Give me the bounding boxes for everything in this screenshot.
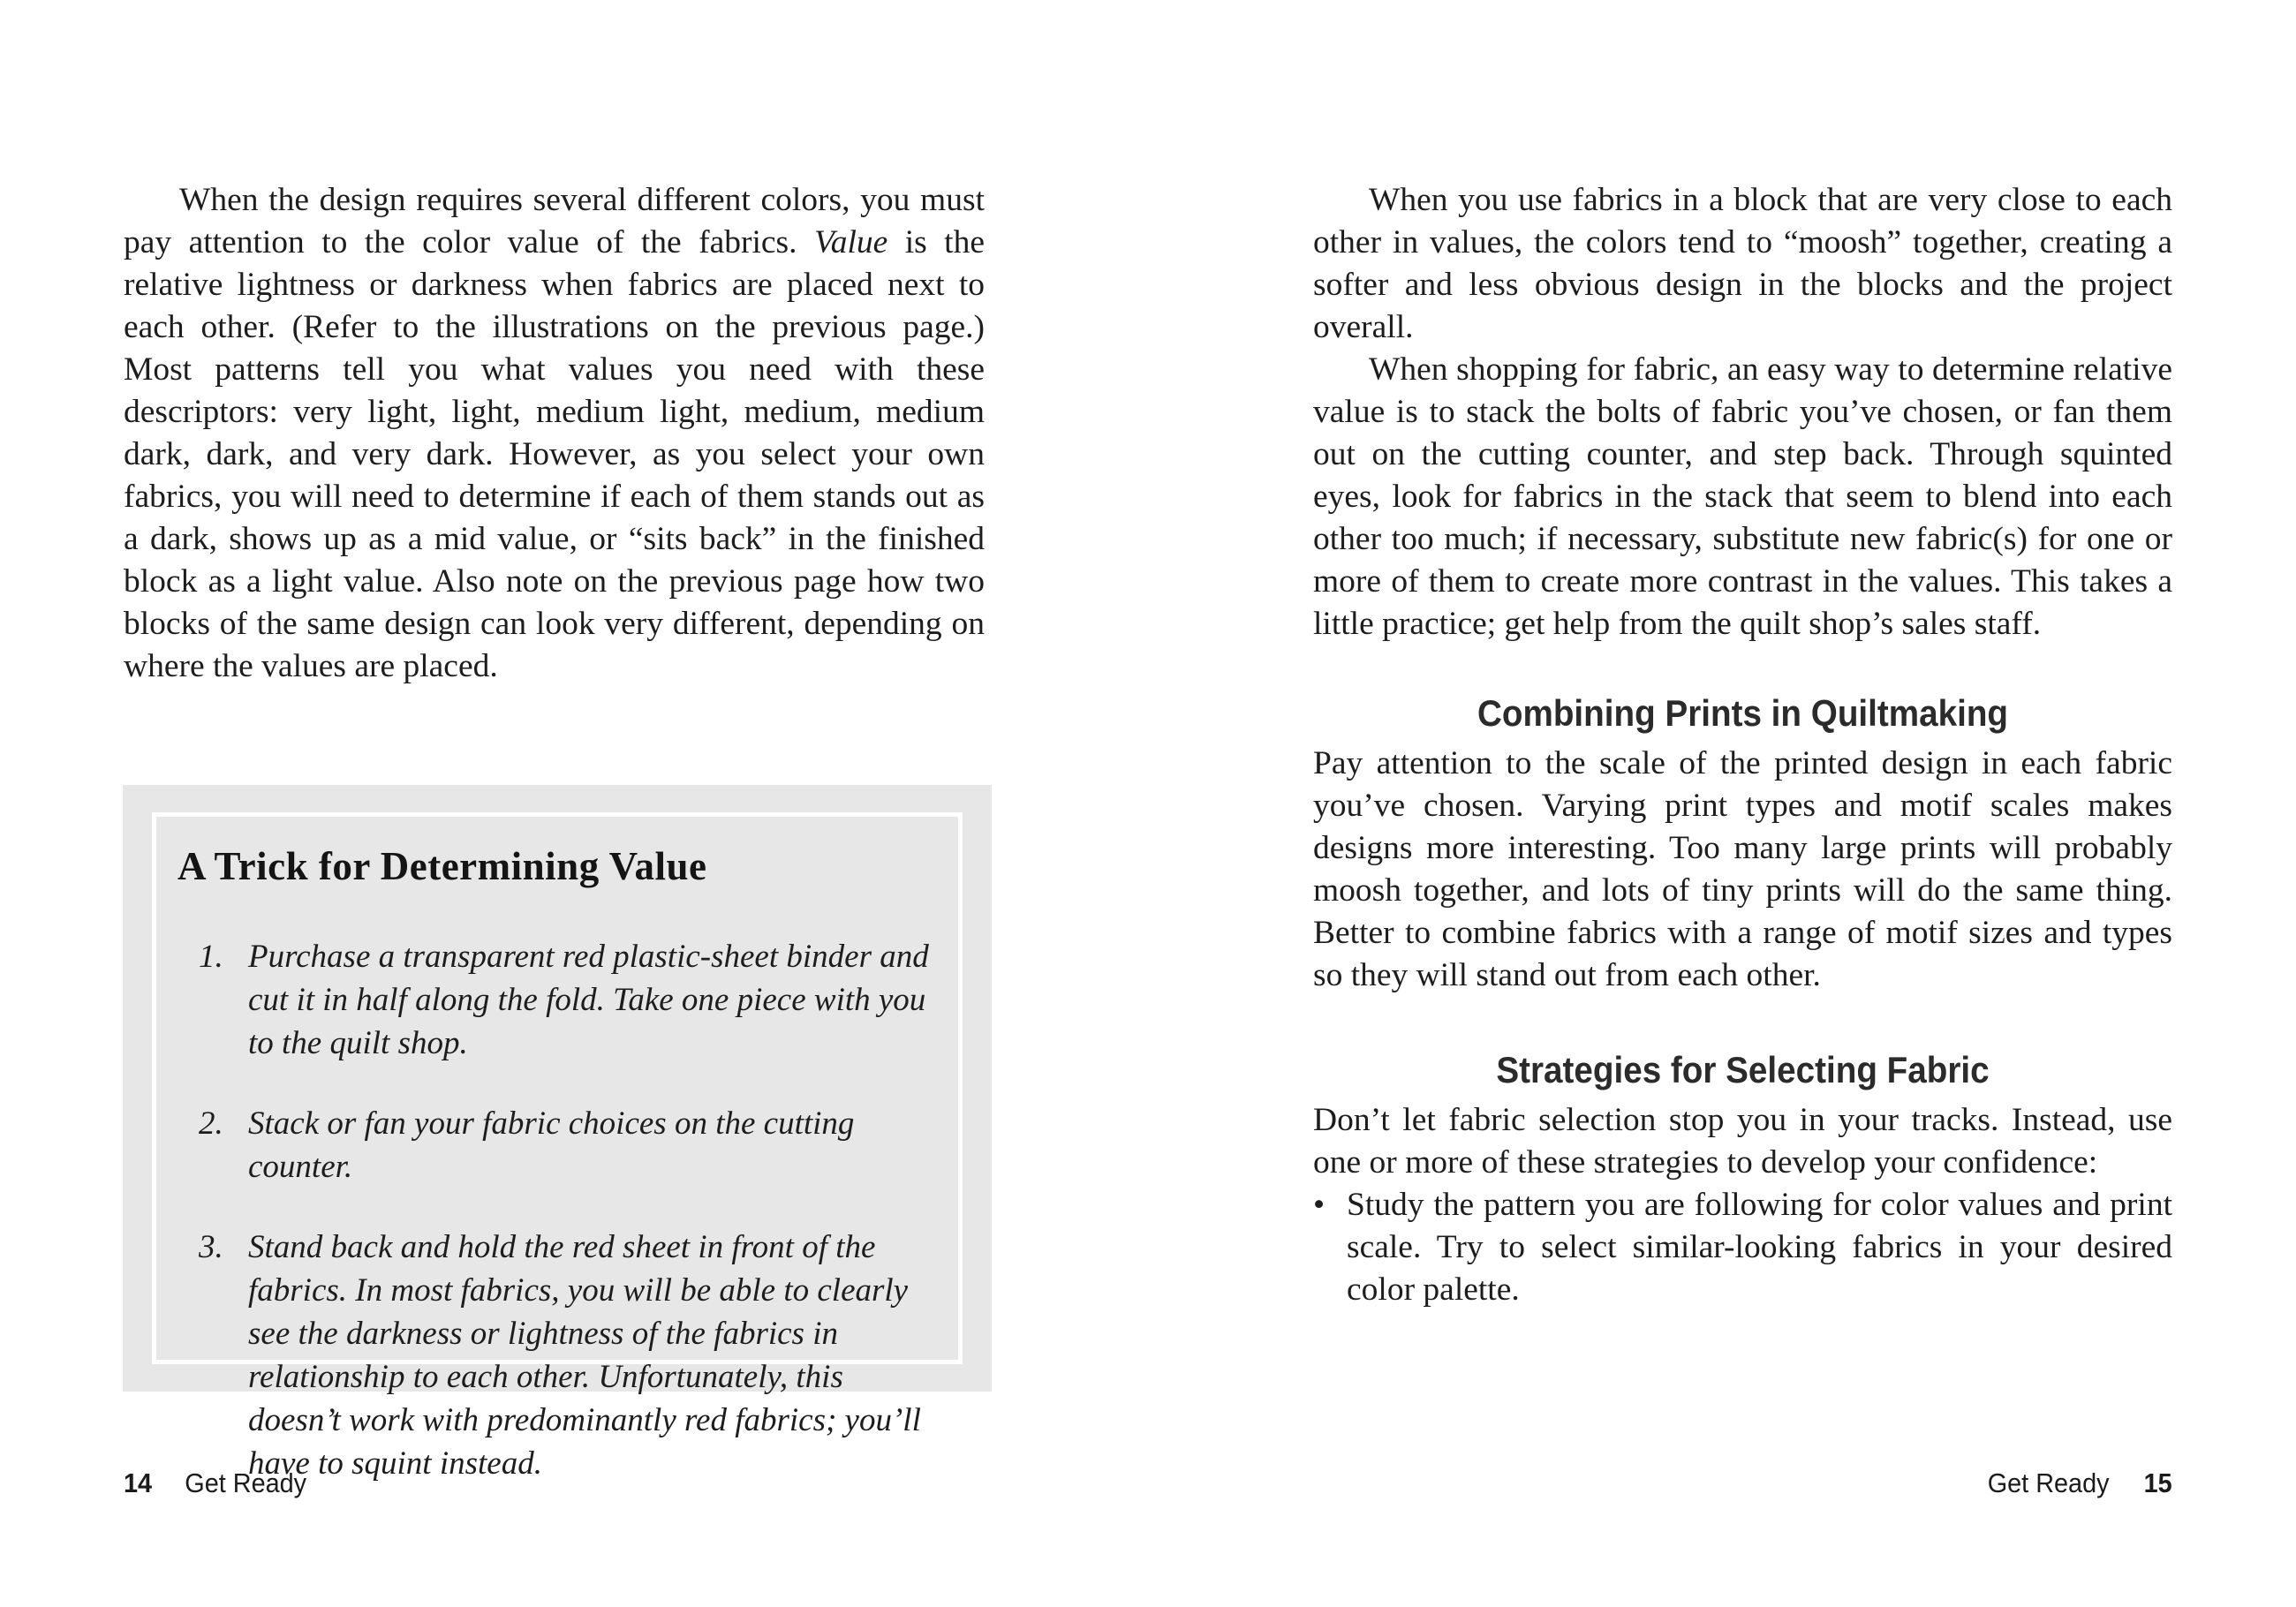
intro-text-after: is the relative lightness or darkness when fabrics are placed next to each other. (Refer to the illustrations on the previous page.) Most patterns tell you what values you need with these descriptors: very light, light, medium light, medium, medium dark, dark, and very dark. However, as you select your own fabrics, you will need to determine if each of them stands out as a dark, shows up as a mid value, or “sits back” in the finished block as a light value. Also note on the previous page how two blocks of the same design can look very different, depending on where the values are placed. xyxy=(124,224,985,684)
heading-combining-prints: Combining Prints in Quiltmaking xyxy=(1477,692,2009,734)
item-number: 2. xyxy=(199,1105,223,1142)
trick-box-frame xyxy=(152,812,963,1482)
intro-text-before: When the design requires several different colors, you must pay attention to the color value of the fabrics. xyxy=(124,182,985,260)
item-number: 1. xyxy=(199,939,223,975)
trick-box-item-3 xyxy=(156,1226,933,1485)
right-column xyxy=(1313,179,2172,1311)
item-text: Stack or fan your fabric choices on the cutting counter. xyxy=(248,1105,855,1185)
left-page-number: 14 xyxy=(124,1467,153,1498)
left-page-footer xyxy=(124,1467,306,1499)
trick-box-item-1 xyxy=(156,935,933,1065)
item-number: 3. xyxy=(199,1229,223,1265)
intro-italic-word: Value xyxy=(813,224,888,260)
right-section-title: Get Ready xyxy=(1988,1467,2110,1498)
trick-box-title: A Trick for Determining Value xyxy=(177,844,707,888)
bullet-icon: • xyxy=(1313,1187,1325,1223)
trick-box-list xyxy=(156,935,933,1485)
right-page-number: 15 xyxy=(2143,1467,2172,1498)
item-text: Stand back and hold the red sheet in front of the fabrics. In most fabrics, you will be able to clearly see the darkness or lightness of the fabrics in relationship to each other. Unfortunately, this doesn’t work with predominantly red fabrics; you’ll have to squint instead. xyxy=(248,1229,921,1482)
right-paragraph-1: When you use fabrics in a block that are very close to each other in values, the colors tend to “moosh” together, creating a softer and less obvious design in the blocks and the project overall. xyxy=(1313,182,2172,345)
heading-strategies: Strategies for Selecting Fabric xyxy=(1496,1049,1990,1090)
bullet-text: Study the pattern you are following for color values and print scale. Try to select similar-looking fabrics in your desired color palette. xyxy=(1347,1187,2172,1308)
strategy-bullet xyxy=(1313,1184,2172,1311)
left-intro-paragraph xyxy=(124,179,985,688)
trick-box xyxy=(123,785,992,1482)
item-text: Purchase a transparent red plastic-sheet binder and cut it in half along the fold. Take one piece with you to the quilt shop. xyxy=(248,939,929,1061)
right-paragraph-3: Pay attention to the scale of the printed design in each fabric you’ve chosen. Varying print types and motif scales makes designs more interesting. Too many large prints will probably moosh together, and lots of tiny prints will do the same thing. Better to combine fabrics with a range of motif sizes and types so they will stand out from each other. xyxy=(1313,745,2172,993)
left-section-title: Get Ready xyxy=(185,1467,307,1498)
right-page-footer xyxy=(1988,1467,2172,1499)
trick-box-item-2 xyxy=(156,1102,933,1188)
right-paragraph-4: Don’t let fabric selection stop you in your tracks. Instead, use one or more of these strategies to develop your confidence: xyxy=(1313,1102,2172,1181)
right-paragraph-2: When shopping for fabric, an easy way to determine relative value is to stack the bolts of fabric you’ve chosen, or fan them out on the cutting counter, and step back. Through squinted eyes, look for fabrics in the stack that seem to blend into each other too much; if necessary, substitute new fabric(s) for one or more of them to create more contrast in the values. This takes a little practice; get help from the quilt shop’s sales staff. xyxy=(1313,351,2172,642)
